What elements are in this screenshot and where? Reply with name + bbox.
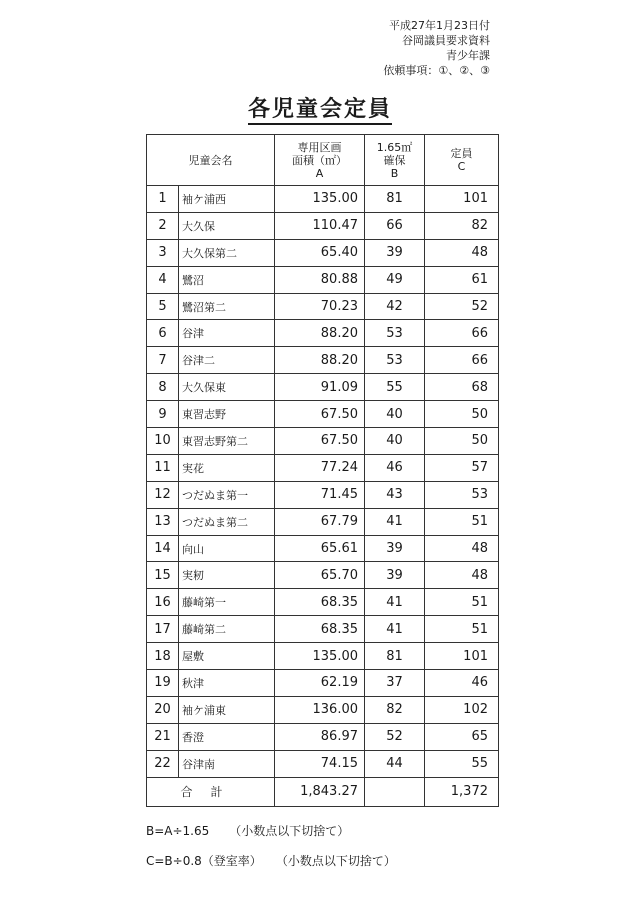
row-capacity: 61: [425, 266, 499, 293]
row-area: 62.19: [275, 670, 365, 697]
row-b: 40: [365, 401, 425, 428]
row-number: 17: [147, 616, 179, 643]
table-row: [147, 750, 499, 777]
row-name: 向山: [179, 535, 275, 562]
table-row: [147, 320, 499, 347]
table-row: [147, 454, 499, 481]
header-date: 平成27年1月23日付: [389, 19, 490, 32]
document-header: [383, 18, 490, 78]
table-total-row: [147, 777, 499, 806]
row-name: 東習志野第二: [179, 428, 275, 455]
row-name: つだぬま第一: [179, 481, 275, 508]
row-number: 11: [147, 454, 179, 481]
table-row: [147, 186, 499, 213]
row-name: 藤崎第一: [179, 589, 275, 616]
row-name: 大久保第二: [179, 239, 275, 266]
table-row: [147, 535, 499, 562]
row-capacity: 48: [425, 535, 499, 562]
row-name: 実花: [179, 454, 275, 481]
row-number: 2: [147, 212, 179, 239]
row-b: 40: [365, 428, 425, 455]
row-b: 43: [365, 481, 425, 508]
row-b: 81: [365, 643, 425, 670]
page-title: [0, 92, 640, 123]
row-area: 135.00: [275, 186, 365, 213]
header-department: 青少年課: [446, 49, 490, 62]
row-name: 鷺沼第二: [179, 293, 275, 320]
row-b: 44: [365, 750, 425, 777]
header-capacity-line1: 定員: [450, 147, 473, 160]
row-number: 12: [147, 481, 179, 508]
header-b: [365, 135, 425, 186]
row-name: 鷺沼: [179, 266, 275, 293]
row-capacity: 48: [425, 562, 499, 589]
row-number: 15: [147, 562, 179, 589]
row-name: 谷津二: [179, 347, 275, 374]
row-number: 21: [147, 723, 179, 750]
row-b: 52: [365, 723, 425, 750]
row-b: 41: [365, 508, 425, 535]
row-name: 袖ケ浦東: [179, 696, 275, 723]
note-formula-c: [146, 852, 396, 869]
row-area: 67.79: [275, 508, 365, 535]
table-row: [147, 374, 499, 401]
header-request-items: 依頼事項：①、②、③: [383, 64, 490, 77]
row-area: 88.20: [275, 320, 365, 347]
note1-formula: B=A÷1.65: [146, 824, 210, 838]
row-number: 22: [147, 750, 179, 777]
table-row: [147, 212, 499, 239]
row-capacity: 51: [425, 616, 499, 643]
row-number: 8: [147, 374, 179, 401]
table-row: [147, 481, 499, 508]
row-b: 66: [365, 212, 425, 239]
row-number: 20: [147, 696, 179, 723]
row-capacity: 51: [425, 508, 499, 535]
row-capacity: 68: [425, 374, 499, 401]
row-name: 実籾: [179, 562, 275, 589]
row-name: 屋敷: [179, 643, 275, 670]
row-capacity: 66: [425, 320, 499, 347]
row-area: 71.45: [275, 481, 365, 508]
row-number: 7: [147, 347, 179, 374]
table-row: [147, 616, 499, 643]
row-capacity: 52: [425, 293, 499, 320]
row-name: つだぬま第二: [179, 508, 275, 535]
header-area-line3: A: [315, 166, 324, 180]
row-area: 110.47: [275, 212, 365, 239]
header-capacity: [425, 135, 499, 186]
total-label: 合計: [147, 777, 275, 806]
row-b: 39: [365, 562, 425, 589]
row-capacity: 50: [425, 428, 499, 455]
row-b: 41: [365, 589, 425, 616]
capacity-table: [146, 134, 499, 807]
row-capacity: 50: [425, 401, 499, 428]
table-row: [147, 723, 499, 750]
row-capacity: 53: [425, 481, 499, 508]
note1-paren: （小数点以下切捨て）: [229, 824, 350, 838]
table-row: [147, 589, 499, 616]
row-capacity: 46: [425, 670, 499, 697]
row-capacity: 65: [425, 723, 499, 750]
total-capacity: 1,372: [425, 777, 499, 806]
page-title-text: 各児童会定員: [248, 97, 392, 125]
row-capacity: 57: [425, 454, 499, 481]
row-name: 東習志野: [179, 401, 275, 428]
row-name: 秋津: [179, 670, 275, 697]
table-row: [147, 508, 499, 535]
row-b: 53: [365, 320, 425, 347]
table-row: [147, 239, 499, 266]
row-b: 46: [365, 454, 425, 481]
row-area: 68.35: [275, 616, 365, 643]
row-number: 1: [147, 186, 179, 213]
row-capacity: 102: [425, 696, 499, 723]
table-header-row: [147, 135, 499, 186]
row-number: 4: [147, 266, 179, 293]
row-b: 42: [365, 293, 425, 320]
row-number: 19: [147, 670, 179, 697]
row-area: 65.70: [275, 562, 365, 589]
row-area: 65.61: [275, 535, 365, 562]
row-area: 86.97: [275, 723, 365, 750]
row-b: 41: [365, 616, 425, 643]
total-b: [365, 777, 425, 806]
row-area: 67.50: [275, 401, 365, 428]
note2-paren: （小数点以下切捨て）: [281, 854, 396, 868]
row-area: 67.50: [275, 428, 365, 455]
row-area: 88.20: [275, 347, 365, 374]
row-capacity: 101: [425, 643, 499, 670]
row-capacity: 55: [425, 750, 499, 777]
header-b-line1: 1.65㎡: [376, 140, 413, 154]
row-b: 82: [365, 696, 425, 723]
row-number: 10: [147, 428, 179, 455]
row-area: 80.88: [275, 266, 365, 293]
row-b: 49: [365, 266, 425, 293]
row-number: 5: [147, 293, 179, 320]
header-b-line3: B: [390, 166, 399, 180]
row-name: 谷津南: [179, 750, 275, 777]
table-row: [147, 401, 499, 428]
table-row: [147, 266, 499, 293]
header-area-line1: 専用区画: [297, 140, 342, 154]
note-formula-b: [146, 822, 349, 839]
header-area: [275, 135, 365, 186]
header-area-line2: 面積（㎡）: [292, 153, 347, 167]
row-number: 9: [147, 401, 179, 428]
row-b: 37: [365, 670, 425, 697]
table-row: [147, 670, 499, 697]
row-area: 77.24: [275, 454, 365, 481]
row-number: 14: [147, 535, 179, 562]
row-capacity: 101: [425, 186, 499, 213]
row-area: 70.23: [275, 293, 365, 320]
row-number: 13: [147, 508, 179, 535]
header-capacity-line2: C: [457, 160, 466, 173]
row-capacity: 66: [425, 347, 499, 374]
row-name: 藤崎第二: [179, 616, 275, 643]
note2-formula: C=B÷0.8（登室率）: [146, 854, 262, 868]
row-capacity: 51: [425, 589, 499, 616]
row-number: 16: [147, 589, 179, 616]
header-name: 児童会名: [147, 135, 275, 186]
table-row: [147, 428, 499, 455]
row-b: 53: [365, 347, 425, 374]
row-area: 68.35: [275, 589, 365, 616]
row-area: 136.00: [275, 696, 365, 723]
row-area: 91.09: [275, 374, 365, 401]
row-capacity: 48: [425, 239, 499, 266]
header-b-line2: 確保: [383, 153, 406, 167]
total-area: 1,843.27: [275, 777, 365, 806]
row-number: 3: [147, 239, 179, 266]
table-row: [147, 293, 499, 320]
row-name: 袖ケ浦西: [179, 186, 275, 213]
row-b: 39: [365, 535, 425, 562]
row-area: 65.40: [275, 239, 365, 266]
row-name: 香澄: [179, 723, 275, 750]
row-area: 74.15: [275, 750, 365, 777]
header-requester: 谷岡議員要求資料: [402, 34, 490, 47]
row-number: 6: [147, 320, 179, 347]
row-name: 大久保: [179, 212, 275, 239]
row-capacity: 82: [425, 212, 499, 239]
table-row: [147, 562, 499, 589]
row-b: 55: [365, 374, 425, 401]
table-row: [147, 643, 499, 670]
row-name: 大久保東: [179, 374, 275, 401]
row-area: 135.00: [275, 643, 365, 670]
table-row: [147, 696, 499, 723]
row-b: 39: [365, 239, 425, 266]
row-b: 81: [365, 186, 425, 213]
row-number: 18: [147, 643, 179, 670]
table-row: [147, 347, 499, 374]
row-name: 谷津: [179, 320, 275, 347]
